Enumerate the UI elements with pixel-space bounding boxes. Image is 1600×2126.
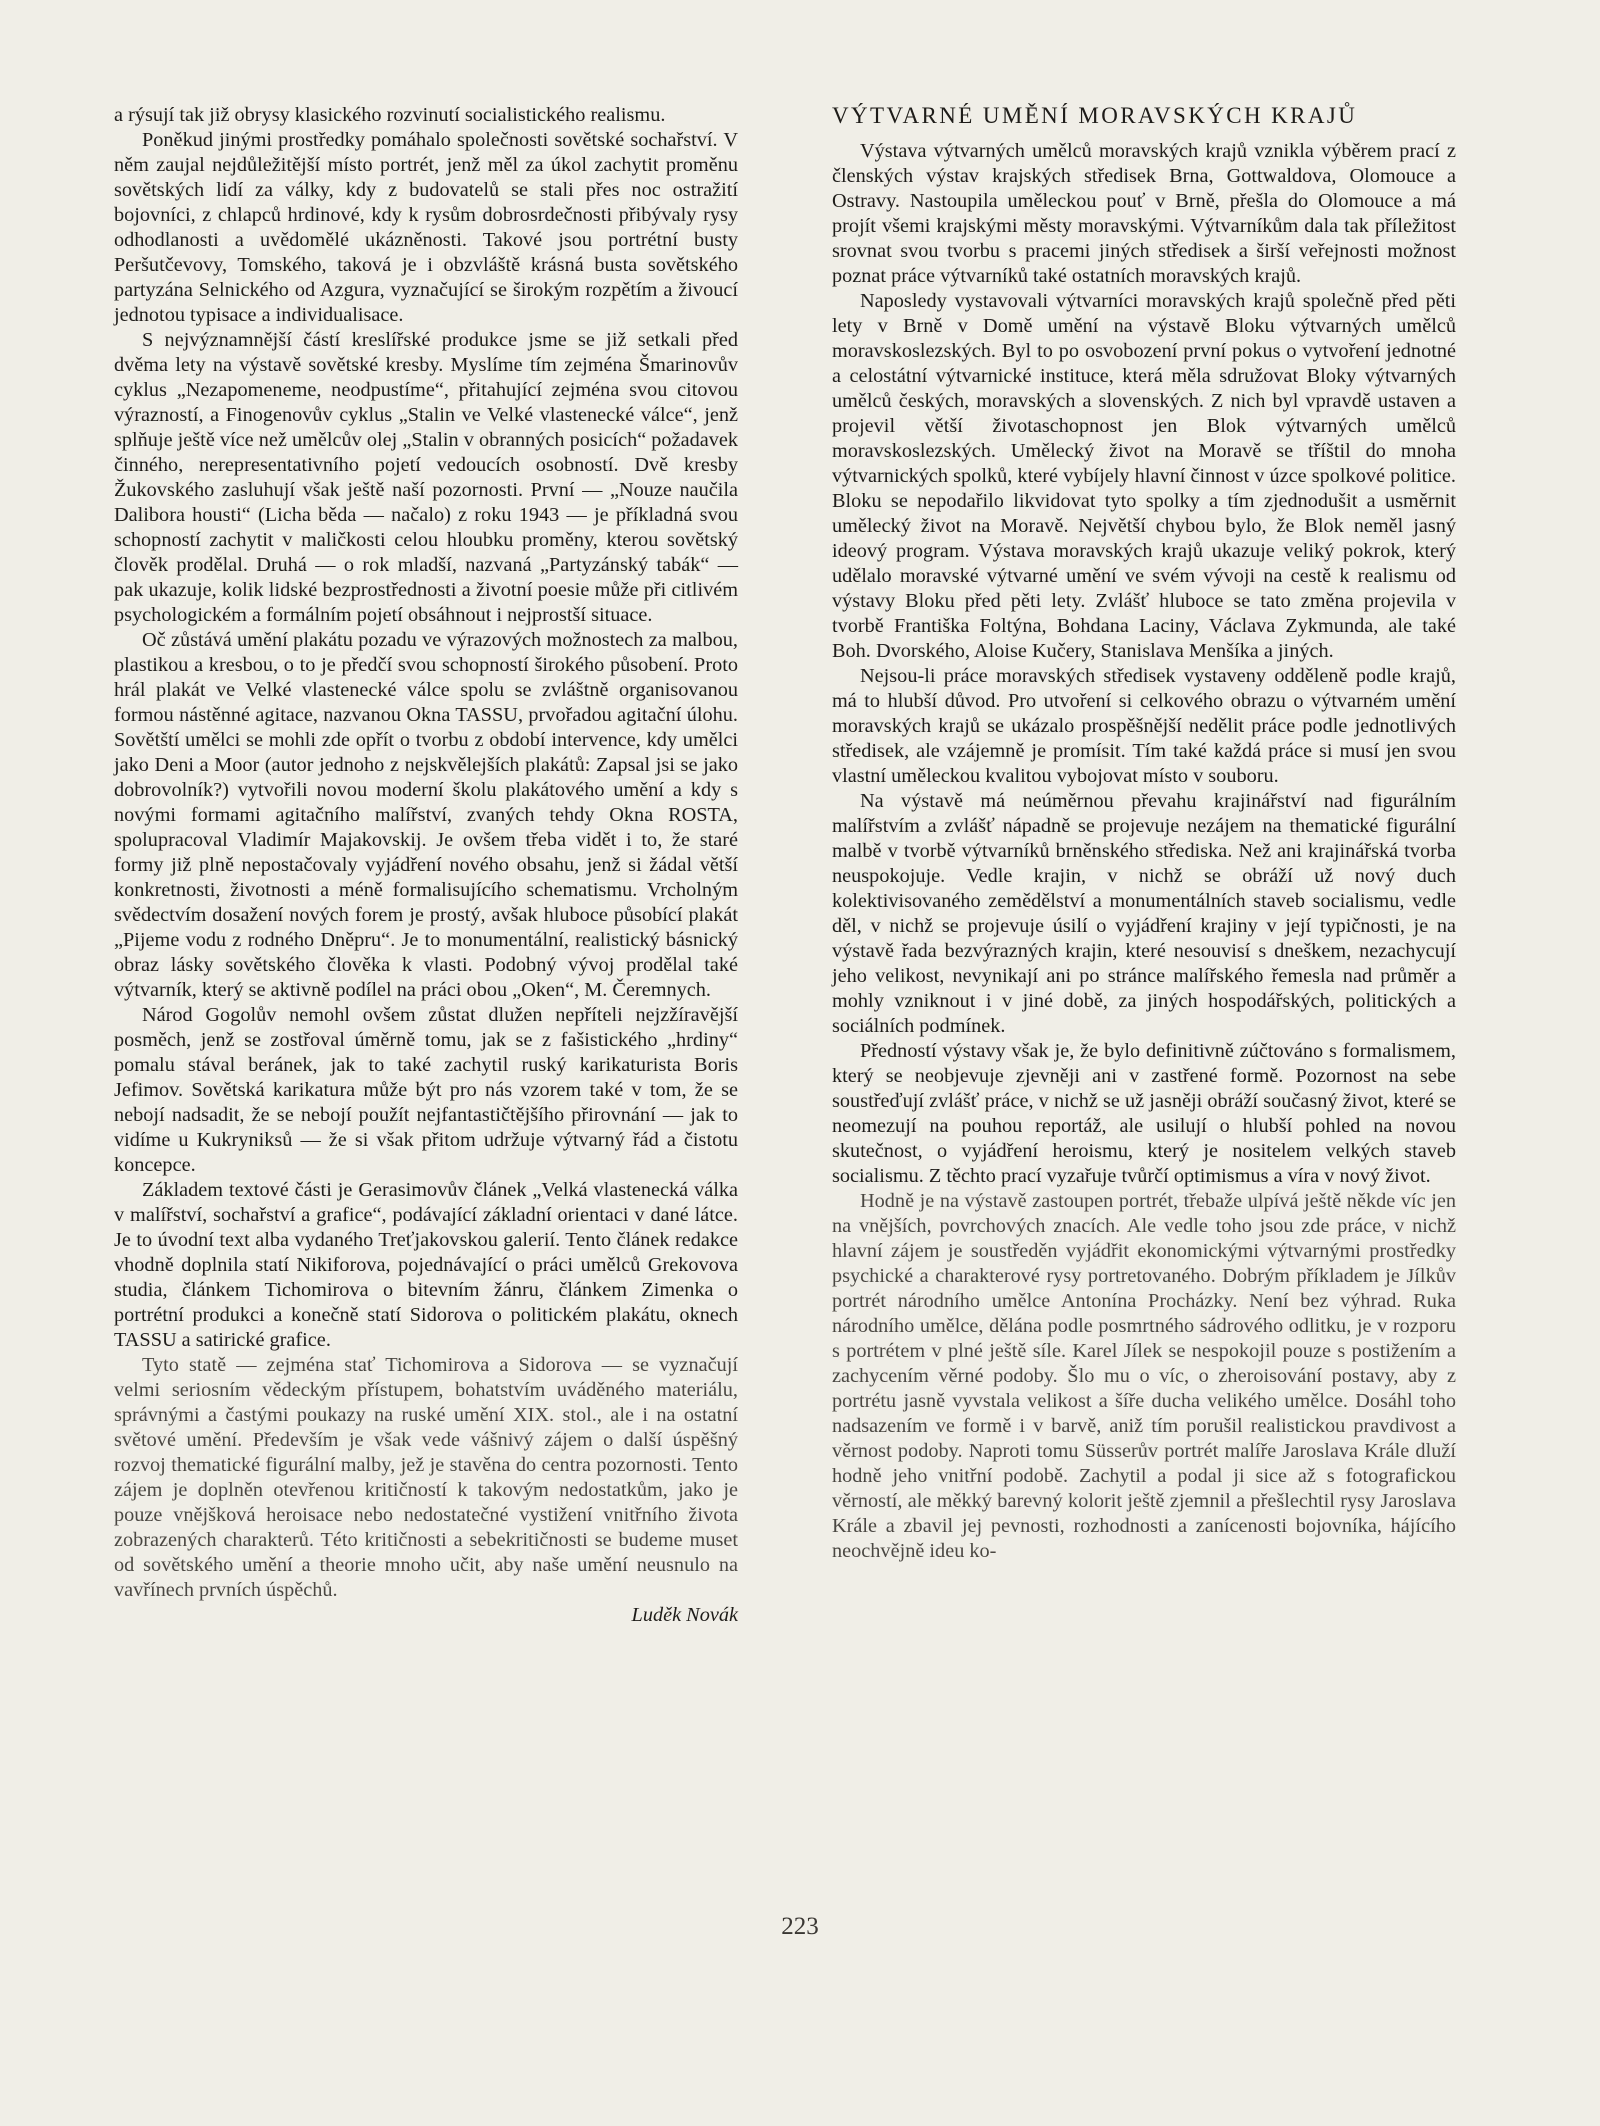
page-number: 223 — [781, 1913, 819, 1940]
paragraph: Výstava výtvarných umělců moravských krajů vznikla výběrem prací z členských výstav krajských středisek Brna, Gottwaldova, Olomouce a Ostravy. Nastoupila uměleckou pouť v Brně, přešla do Olomouce a má projít všemi krajskými městy moravskými. Výtvarníkům dala tak příležitost srovnat svou tvorbu s pracemi jiných středisek a širší veřejnosti možnost poznat práce výtvarníků také ostatních moravských krajů. — [832, 140, 1456, 287]
paragraph: Hodně je na výstavě zastoupen portrét, třebaže ulpívá ještě někde víc jen na vnějších, povrchových znacích. Ale vedle toho jsou zde práce, v nichž hlavní zájem je soustředěn vyjádřit ekonomickými výtvarnými prostředky psychické a charakterové rysy portretovaného. Dobrým příkladem je Jílkův portrét národního umělce Antonína Procházky. Není bez výhrad. Ruka národního umělce, dělána podle posmrtného sádrového odlitku, je v rozporu s portrétem v plné ještě síle. Karel Jílek se nespokojil pouze s postižením a zachycením věrné podoby. Šlo mu o víc, o zheroisování postavy, aby z portrétu jasně vyvstala velikost a šíře ducha velikého umělce. Dosáhl toho nadsazením ve formě i v barvě, aniž tím porušil realistickou pravdivost a věrnost podoby. Naproti tomu Süsserův portrét malíře Jaroslava Krále dluží hodně jeho vnitřní podobě. Zachytil a podal ji sice až s fotografickou věrností, ale měkký barevný kolorit ještě zjemnil a přešlechtil rysy Jaroslava Krále a zbavil jej pevnosti, rozhodnosti a zanícenosti bojovníka, hájícího neochvějně ideu ko- — [832, 1190, 1456, 1562]
paragraph: a rýsují tak již obrysy klasického rozvinutí socialistického realismu. — [114, 104, 666, 126]
paragraph: Nejsou-li práce moravských středisek vystaveny odděleně podle krajů, má to hlubší důvod. Pro utvoření si celkového obrazu o výtvarném umění moravských krajů se ukázalo prospěšnější nedělit práce podle jednotlivých středisek, ale vzájemně je promísit. Tím také každá práce si musí jen svou vlastní uměleckou kvalitou vybojovat místo v souboru. — [832, 665, 1456, 787]
author-signature: Luděk Novák — [631, 1604, 738, 1626]
right-column — [832, 103, 1456, 1564]
paragraph: Tyto statě — zejména stať Tichomirova a Sidorova — se vyznačují velmi seriosním vědeckým přístupem, bohatstvím uváděného materiálu, správnými a častými poukazy na ruské umění XIX. stol., ale i na ostatní světové umění. Především je však vede vášnivý zájem o další úspěšný rozvoj thematické figurální malby, jež je stavěna do centra pozornosti. Tento zájem je doplněn otevřenou kritičností k takovým nedostatkům, jako je pouze vnějšková heroisace nebo nedostatečné vystižení vnitřního života zobrazených charakterů. Této kritičnosti a sebekritičnosti se budeme muset od sovětského umění a theorie mnoho učit, aby naše umění neusnulo na vavřínech prvních úspěchů. — [114, 1354, 738, 1601]
paragraph: Základem textové části je Gerasimovův článek „Velká vlastenecká válka v malířství, sochařství a grafice“, podávající základní orientaci v dané látce. Je to úvodní text alba vydaného Treťjakovskou galerií. Tento článek redakce vhodně doplnila statí Nikiforova, pojednávající o práci umělců Grekovova studia, článkem Tichomirova o bitevním žánru, článkem Zimenka o portrétní produkci a konečně statí Sidorova o politickém plakátu, oknech TASSU a satirické grafice. — [114, 1179, 738, 1351]
paragraph: Národ Gogolův nemohl ovšem zůstat dlužen nepříteli nejzžíravější posměch, jenž se zostřoval úměrně tomu, jak se z fašistického „hrdiny“ pomalu stával beránek, jak to také zachytil ruský karikaturista Boris Jefimov. Sovětská karikatura může být pro nás vzorem také v tom, že se nebojí nadsadit, že se nebojí použít nejfantastičtějšího přirovnání — jak to vidíme u Kukryniksů — že si však přitom udržuje výtvarný řád a čistotu koncepce. — [114, 1004, 738, 1176]
paragraph: Oč zůstává umění plakátu pozadu ve výrazových možnostech za malbou, plastikou a kresbou, o to je předčí svou schopností širokého působení. Proto hrál plakát ve Velké vlastenecké válce spolu se zvláštně organisovanou formou nástěnné agitace, nazvanou Okna TASSU, prvořadou agitační úlohu. Sovětští umělci se mohli zde opřít o tvorbu z období intervence, kdy umělci jako Deni a Moor (autor jednoho z nejskvělejších plakátů: Zapsal jsi se jako dobrovolník?) vytvořili novou moderní školu plakátového umění a kdy s novými formami agitačního malířství, zvaných tehdy Okna ROSTA, spolupracoval Vladimír Majakovskij. Je ovšem třeba vidět i to, že staré formy již plně nepostačovaly vyjádření nového obsahu, jenž si žádal větší konkretnosti, životnosti a méně formalisujícího schematismu. Vrcholným svědectvím dosažení nových forem je prostý, avšak hluboce působící plakát „Pijeme vodu z rodného Dněpru“. Je to monumentální, realistický básnický obraz lásky sovětského člověka k vlasti. Podobný vývoj prodělal také výtvarník, který se aktivně podílel na práci obou „Oken“, M. Čeremnych. — [114, 629, 738, 1001]
paragraph: Předností výstavy však je, že bylo definitivně zúčtováno s formalismem, který se neobjevuje zjevněji ani v zastřené formě. Pozornost na sebe soustřeďují zvlášť práce, v nichž se už jasněji obráží současný život, které se neomezují na pouhou reportáž, ale usilují o hlubší pohled na novou skutečnost, o vyjádření heroismu, který je nositelem velkých staveb socialismu. Z těchto prací vyzařuje tvůrčí optimismus a víra v nový život. — [832, 1040, 1456, 1187]
article-title: VÝTVARNÉ UMĚNÍ MORAVSKÝCH KRAJŮ — [832, 103, 1358, 128]
paragraph: Naposledy vystavovali výtvarníci moravských krajů společně před pěti lety v Brně v Domě umění na výstavě Bloku výtvarných umělců moravskoslezských. Byl to po osvobození první pokus o vytvoření jednotné a celostátní výtvarnické instituce, která měla sdružovat Bloky výtvarných umělců českých, moravských a slovenských. Z nich byl vpravdě ustaven a projevil větší životaschopnost jen Blok výtvarných umělců moravskoslezských. Umělecký život na Moravě se tříštil do mnoha výtvarnických spolků, které vybíjely hlavní činnost v úzce spolkové politice. Bloku se nepodařilo likvidovat tyto spolky a tím zjednodušit a usměrnit umělecký život na Moravě. Největší chybou bylo, že Blok neměl jasný ideový program. Výstava moravských krajů ukazuje veliký pokrok, který udělalo moravské výtvarné umění ve svém vývoji na cestě k realismu od výstavy Bloku před pěti lety. Zvlášť hluboce se tato změna projevila v tvorbě Františka Foltýna, Bohdana Laciny, Václava Zykmunda, ale také Boh. Dvorského, Aloise Kučery, Stanislava Menšíka a jiných. — [832, 290, 1456, 662]
paragraph: Poněkud jinými prostředky pomáhalo společnosti sovětské sochařství. V něm zaujal nejdůležitější místo portrét, jenž měl za úkol zachytit proměnu sovětských lidí za války, kdy z budovatelů se stali přes noc ostražití bojovníci, z chlapců hrdinové, kdy k rysům dobrosrdečnosti přibývaly rysy odhodlanosti a uvědomělé ukázněnosti. Takové jsou portrétní busty Peršutčevovy, Tomského, taková je i obzvláště krásná busta sovětského partyzána Selnického od Azgura, vyznačující se širokým rozpětím a živoucí jednotou typisace a individualisace. — [114, 129, 738, 326]
left-column — [114, 103, 738, 1628]
paragraph: Na výstavě má neúměrnou převahu krajinářství nad figurálním malířstvím a zvlášť nápadně se projevuje nezájem na thematické figurální malbě v tvorbě výtvarníků brněnského střediska. Než ani krajinářská tvorba neuspokojuje. Vedle krajin, v nichž se obráží už nový duch kolektivisovaného zemědělství a monumentálních staveb socialismu, vedle děl, v nichž se projevuje úsilí o vyjádření krajiny v její typičnosti, je na výstavě řada bezvýrazných krajin, které nesouvisí s dneškem, nezachycují jeho velikost, nevynikají ani po stránce malířského řemesla nad průměr a mohly vzniknout i v jiné době, za jiných hospodářských, politických a sociálních podmínek. — [832, 790, 1456, 1037]
paragraph: S nejvýznamnější částí kreslířské produkce jsme se již setkali před dvěma lety na výstavě sovětské kresby. Myslíme tím zejména Šmarinovův cyklus „Nezapomeneme, neodpustíme“, přitahující zejména svou citovou výrazností, a Finogenovův cyklus „Stalin ve Velké vlastenecké válce“, jenž splňuje ještě více než umělcův olej „Stalin v obranných posicích“ požadavek činného, nerepresentativního pojetí vedoucích osobností. Dvě kresby Žukovského zasluhují však ještě naší pozornosti. První — „Nouze naučila Dalibora housti“ (Licha běda — načalo) z roku 1943 — je příkladná svou schopností zachytit v maličkosti celou hloubku proměny, kterou sovětský člověk prodělal. Druhá — o rok mladší, nazvaná „Partyzánský tabák“ — pak ukazuje, kolik lidské bezprostřednosti a životní poesie může při citlivém psychologickém a formálním pojetí obsáhnout i nejprostší situace. — [114, 329, 738, 626]
